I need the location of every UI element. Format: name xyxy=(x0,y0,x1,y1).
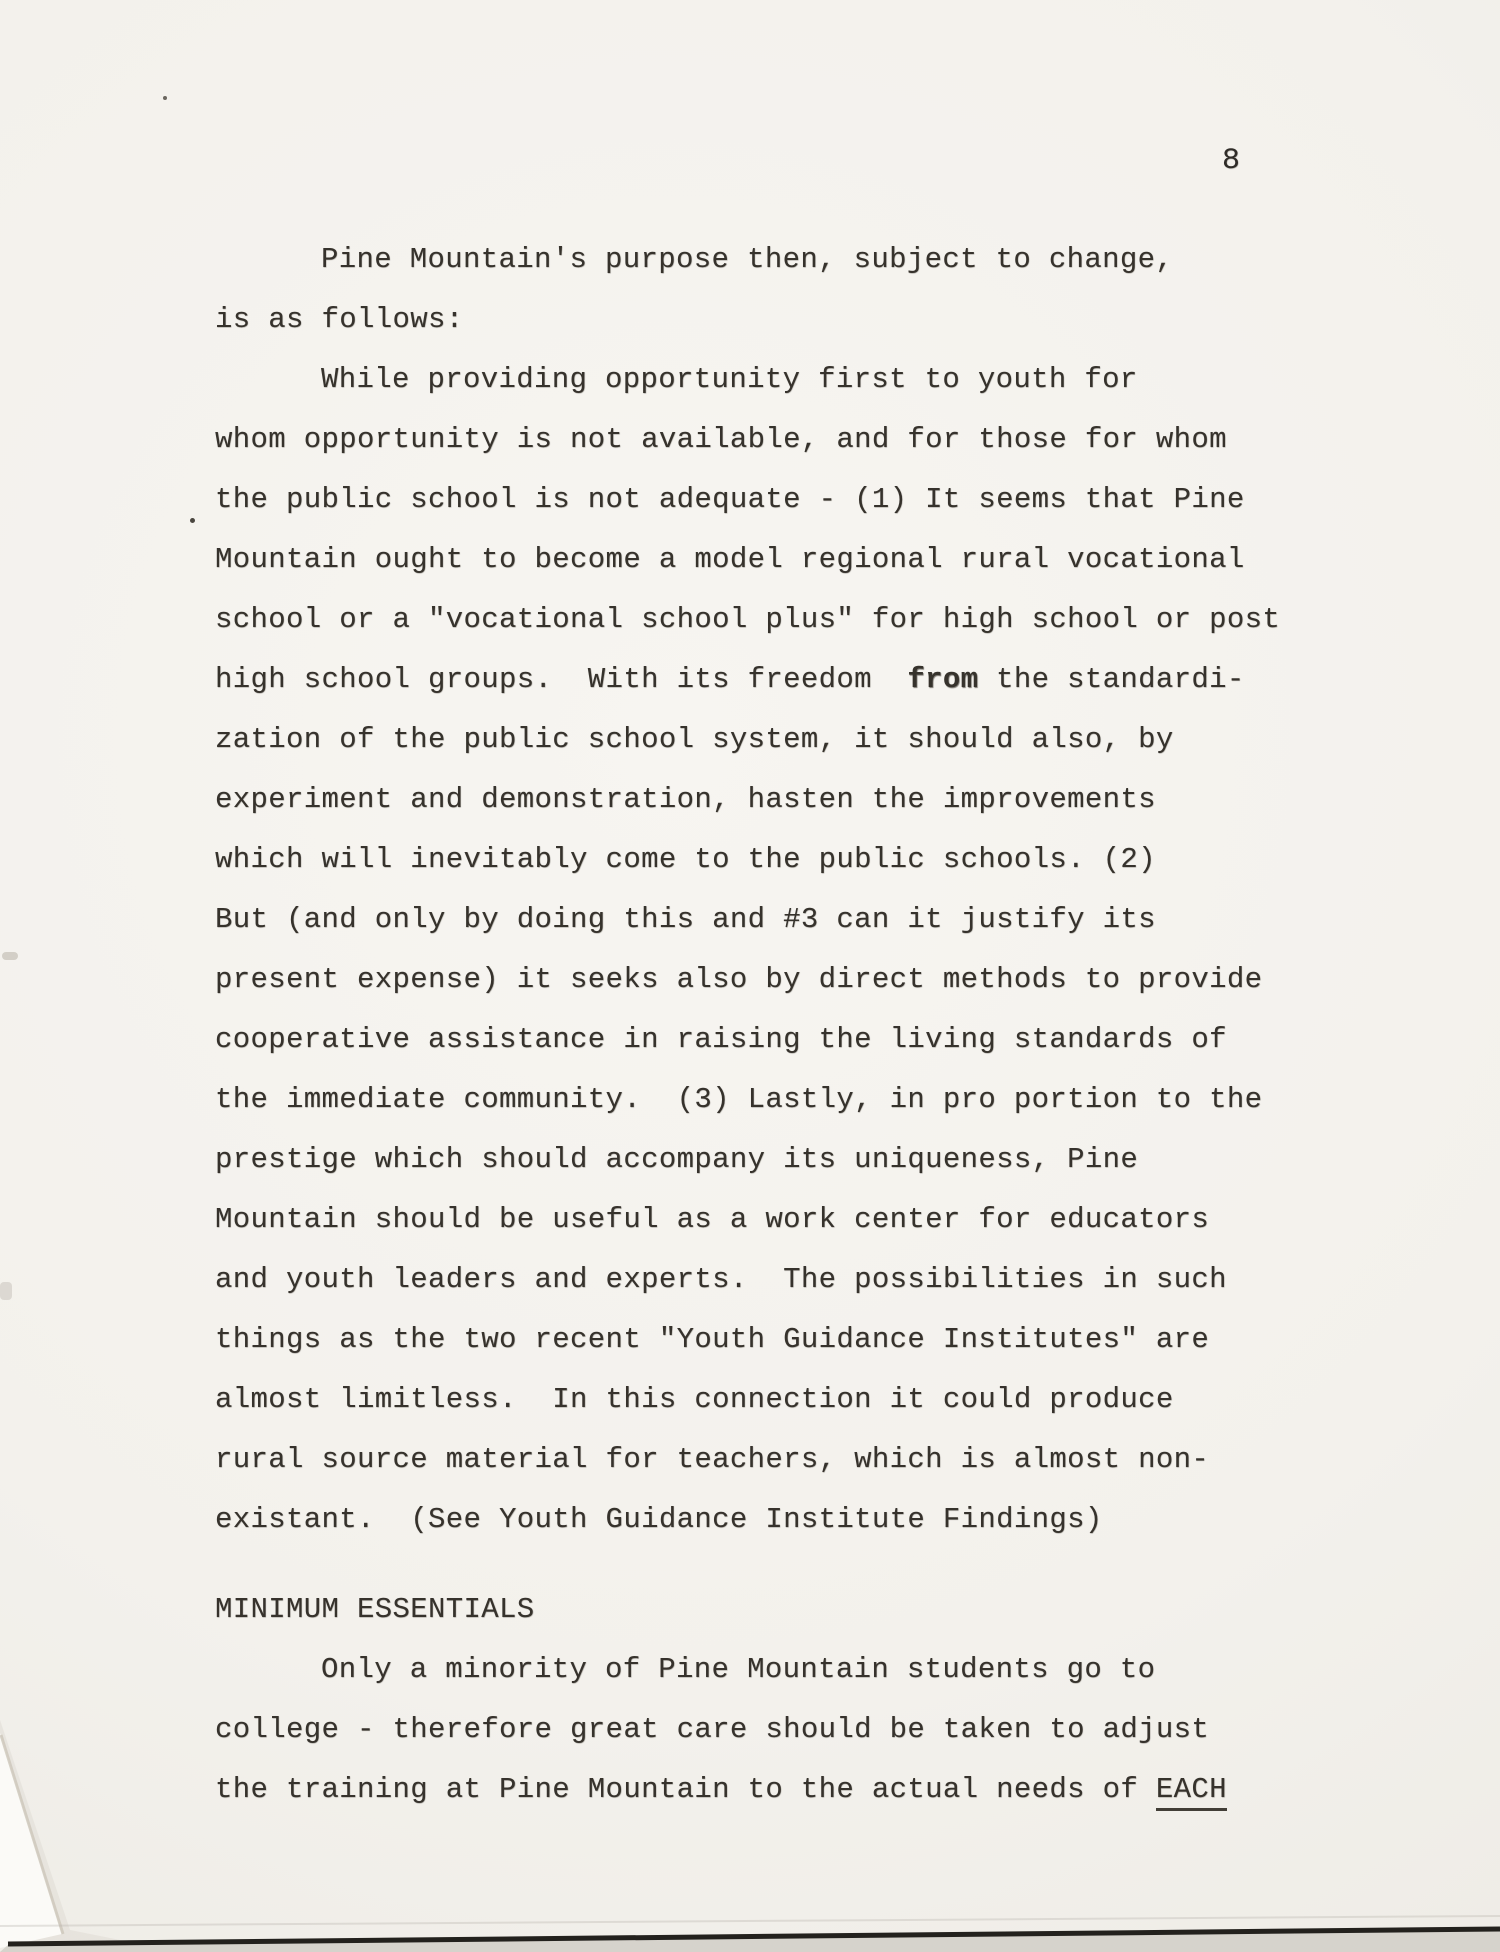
typed-text: existant. (See Youth Guidance Institute Findings) xyxy=(215,1503,1103,1536)
typed-text: cooperative assistance in raising the living standards of xyxy=(215,1023,1227,1056)
typed-line xyxy=(215,950,1395,1010)
paper-bottom-edge xyxy=(8,1929,1500,1944)
typed-line xyxy=(215,230,1395,290)
typed-text: the public school is not adequate - (1) It seems that Pine xyxy=(215,483,1245,516)
paper-speck xyxy=(190,518,195,523)
typed-line xyxy=(215,1130,1395,1190)
typed-line xyxy=(215,530,1395,590)
typed-line xyxy=(215,770,1395,830)
typed-text: college - therefore great care should be taken to adjust xyxy=(215,1713,1210,1746)
typed-text: prestige which should accompany its uniqueness, Pine xyxy=(215,1143,1139,1176)
paper-edge-shadow xyxy=(0,1916,1500,1926)
typed-text: Pine Mountain's purpose then, subject to change, xyxy=(321,243,1174,276)
paper-smudge xyxy=(0,1282,12,1300)
typed-text: Mountain ought to become a model regional rural vocational xyxy=(215,543,1245,576)
typed-line xyxy=(215,590,1395,650)
typed-line xyxy=(215,710,1395,770)
corner-fold-highlight xyxy=(0,1733,62,1948)
underlined-word: EACH xyxy=(1156,1773,1227,1811)
typed-line xyxy=(215,1370,1395,1430)
typed-line xyxy=(215,290,1395,350)
section-heading xyxy=(215,1580,1395,1640)
typed-text: experiment and demonstration, hasten the improvements xyxy=(215,783,1156,816)
typed-line xyxy=(215,1250,1395,1310)
typed-text: school or a "vocational school plus" for high school or post xyxy=(215,603,1281,636)
text-block xyxy=(215,230,1395,1820)
typed-line xyxy=(215,890,1395,950)
typed-line xyxy=(215,1310,1395,1370)
typed-text: While providing opportunity first to youth for xyxy=(321,363,1138,396)
typed-text: which will inevitably come to the public schools. (2) xyxy=(215,843,1156,876)
scan-bed-strip xyxy=(0,1929,1500,1952)
typed-text: present expense) it seeks also by direct methods to provide xyxy=(215,963,1263,996)
typed-text: and youth leaders and experts. The possibilities in such xyxy=(215,1263,1227,1296)
typed-line xyxy=(215,1430,1395,1490)
typed-line xyxy=(215,830,1395,890)
typed-text: MINIMUM ESSENTIALS xyxy=(215,1593,535,1626)
typed-text: high school groups. With its freedom xyxy=(215,663,908,696)
typed-line xyxy=(215,1070,1395,1130)
corner-fold-shadow xyxy=(0,1720,130,1942)
typed-text: the immediate community. (3) Lastly, in pro portion to the xyxy=(215,1083,1263,1116)
typed-line xyxy=(215,350,1395,410)
typed-text: Only a minority of Pine Mountain students go to xyxy=(321,1653,1156,1686)
typed-line xyxy=(215,1490,1395,1550)
page-number: 8 xyxy=(1222,144,1241,178)
typed-text: the standardi- xyxy=(978,663,1245,696)
paper-speck xyxy=(163,96,167,100)
typed-text: things as the two recent "Youth Guidance Institutes" are xyxy=(215,1323,1210,1356)
typed-text: But (and only by doing this and #3 can it justify its xyxy=(215,903,1156,936)
typed-text: zation of the public school system, it should also, by xyxy=(215,723,1174,756)
typed-text: Mountain should be useful as a work center for educators xyxy=(215,1203,1210,1236)
typed-line xyxy=(215,410,1395,470)
typed-line xyxy=(215,650,1395,710)
corner-crease-line xyxy=(1,1735,63,1934)
typed-line xyxy=(215,1760,1395,1820)
typed-line xyxy=(215,1700,1395,1760)
typed-text: is as follows: xyxy=(215,303,464,336)
typed-line xyxy=(215,1190,1395,1250)
paper-smudge xyxy=(2,952,18,960)
typed-text: the training at Pine Mountain to the actual needs of xyxy=(215,1773,1156,1806)
typed-text: rural source material for teachers, which is almost non- xyxy=(215,1443,1210,1476)
typed-line xyxy=(215,1640,1395,1700)
typed-line xyxy=(215,1010,1395,1070)
overtyped-word: from xyxy=(907,663,979,696)
typed-text: whom opportunity is not available, and for those for whom xyxy=(215,423,1227,456)
typed-text: almost limitless. In this connection it could produce xyxy=(215,1383,1174,1416)
typed-line xyxy=(215,470,1395,530)
